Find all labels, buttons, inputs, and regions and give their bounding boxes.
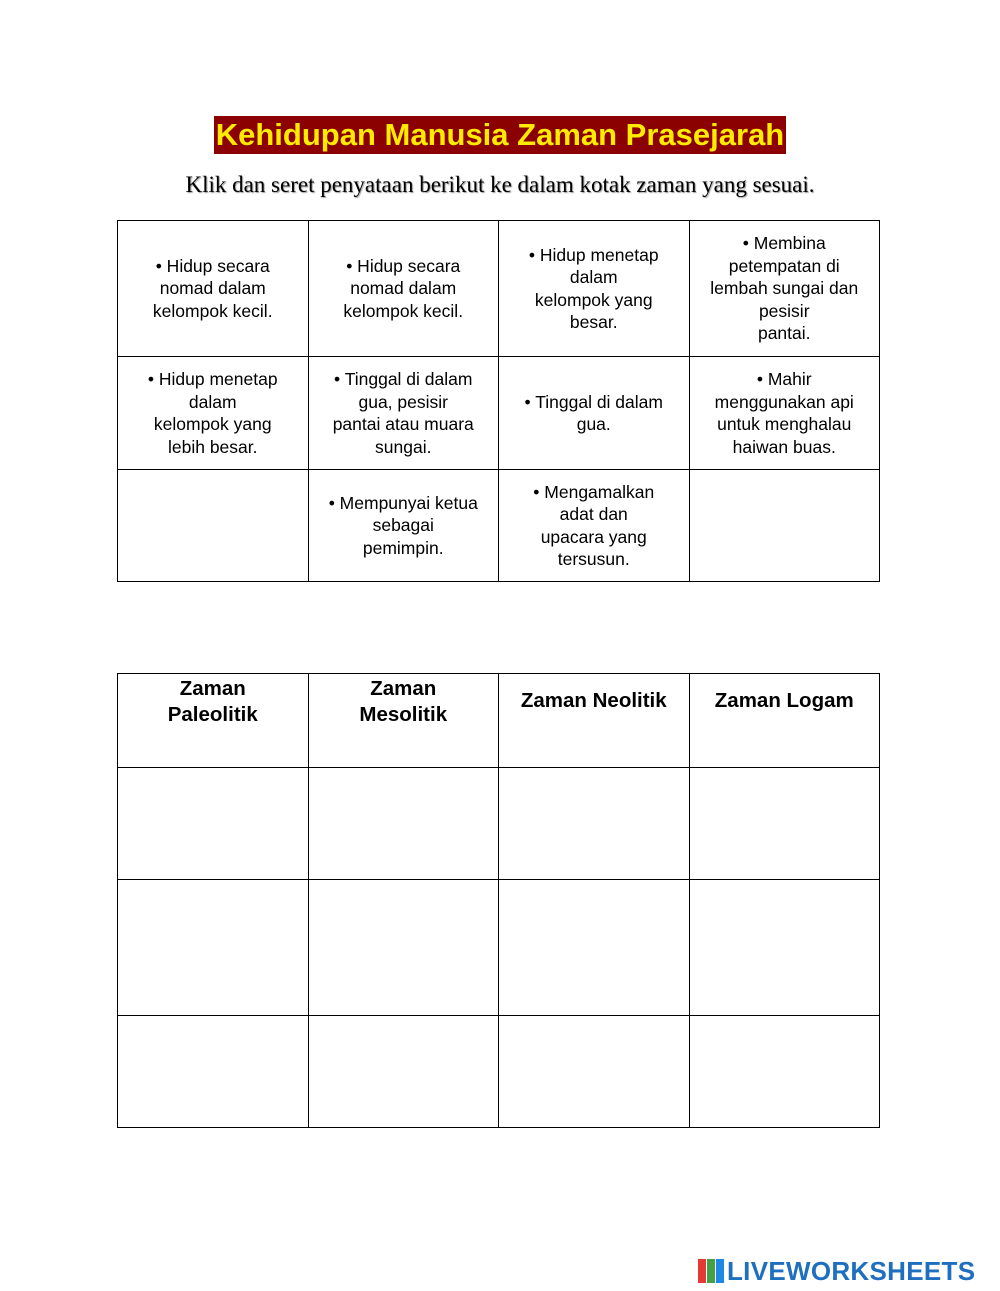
drop-row bbox=[118, 768, 880, 880]
instruction-text: Klik dan seret penyataan berikut ke dalam kotak zaman yang sesuai. bbox=[185, 172, 815, 197]
statement-card[interactable] bbox=[499, 221, 690, 357]
statement-card[interactable] bbox=[308, 357, 499, 470]
drop-zone-paleolitik[interactable] bbox=[118, 880, 309, 1016]
statement-card[interactable] bbox=[499, 470, 690, 582]
drop-zone-mesolitik[interactable] bbox=[308, 880, 499, 1016]
drop-zone-logam[interactable] bbox=[689, 1016, 880, 1128]
drop-row bbox=[118, 880, 880, 1016]
drop-zone-paleolitik[interactable] bbox=[118, 1016, 309, 1128]
drop-zone-neolitik[interactable] bbox=[499, 880, 690, 1016]
drop-zone-neolitik[interactable] bbox=[499, 768, 690, 880]
statement-row bbox=[118, 221, 880, 357]
statement-empty-cell bbox=[689, 470, 880, 582]
drop-zone-paleolitik[interactable] bbox=[118, 768, 309, 880]
drop-row bbox=[118, 1016, 880, 1128]
logo-blocks-icon bbox=[697, 1257, 725, 1285]
liveworksheets-logo bbox=[697, 1256, 975, 1286]
drop-zone-logam[interactable] bbox=[689, 768, 880, 880]
statement-text: • Mahir menggunakan api untuk menghalau haiwan buas. bbox=[714, 369, 854, 457]
era-header-row bbox=[118, 674, 880, 768]
statement-text: • Hidup menetap dalam kelompok yang lebih besar. bbox=[147, 369, 278, 457]
statement-text: • Hidup menetap dalam kelompok yang besar. bbox=[528, 244, 659, 332]
statement-card[interactable] bbox=[308, 470, 499, 582]
statement-card[interactable] bbox=[118, 357, 309, 470]
era-header-mesolitik: Zaman Mesolitik bbox=[308, 674, 499, 768]
statement-card[interactable] bbox=[308, 221, 499, 357]
era-header-neolitik: Zaman Neolitik bbox=[499, 674, 690, 768]
era-header-logam: Zaman Logam bbox=[689, 674, 880, 768]
statement-card[interactable] bbox=[689, 357, 880, 470]
statement-empty-cell bbox=[118, 470, 309, 582]
statement-text: • Mengamalkan adat dan upacara yang tersusun. bbox=[533, 481, 655, 569]
drop-zone-mesolitik[interactable] bbox=[308, 768, 499, 880]
statement-text: • Tinggal di dalam gua. bbox=[524, 391, 663, 434]
statement-text: • Tinggal di dalam gua, pesisir pantai atau muara sungai. bbox=[332, 369, 474, 457]
drop-zone-neolitik[interactable] bbox=[499, 1016, 690, 1128]
era-header-paleolitik: Zaman Paleolitik bbox=[118, 674, 309, 768]
statement-text: • Hidup secara nomad dalam kelompok kecil. bbox=[152, 255, 273, 321]
statement-text: • Hidup secara nomad dalam kelompok kecil. bbox=[343, 255, 464, 321]
statement-text: • Membina petempatan di lembah sungai dan pesisir pantai. bbox=[710, 233, 859, 344]
drop-zone-mesolitik[interactable] bbox=[308, 1016, 499, 1128]
page-title: Kehidupan Manusia Zaman Prasejarah bbox=[215, 117, 785, 152]
statement-table bbox=[117, 220, 880, 582]
era-table bbox=[117, 673, 880, 1128]
statement-row bbox=[118, 357, 880, 470]
drop-zone-logam[interactable] bbox=[689, 880, 880, 1016]
statement-text: • Mempunyai ketua sebagai pemimpin. bbox=[328, 492, 478, 558]
title-wrapper bbox=[0, 116, 1000, 154]
statement-card[interactable] bbox=[499, 357, 690, 470]
statement-row bbox=[118, 470, 880, 582]
logo-text: LIVEWORKSHEETS bbox=[727, 1255, 976, 1286]
statement-card[interactable] bbox=[118, 221, 309, 357]
statement-card[interactable] bbox=[689, 221, 880, 357]
